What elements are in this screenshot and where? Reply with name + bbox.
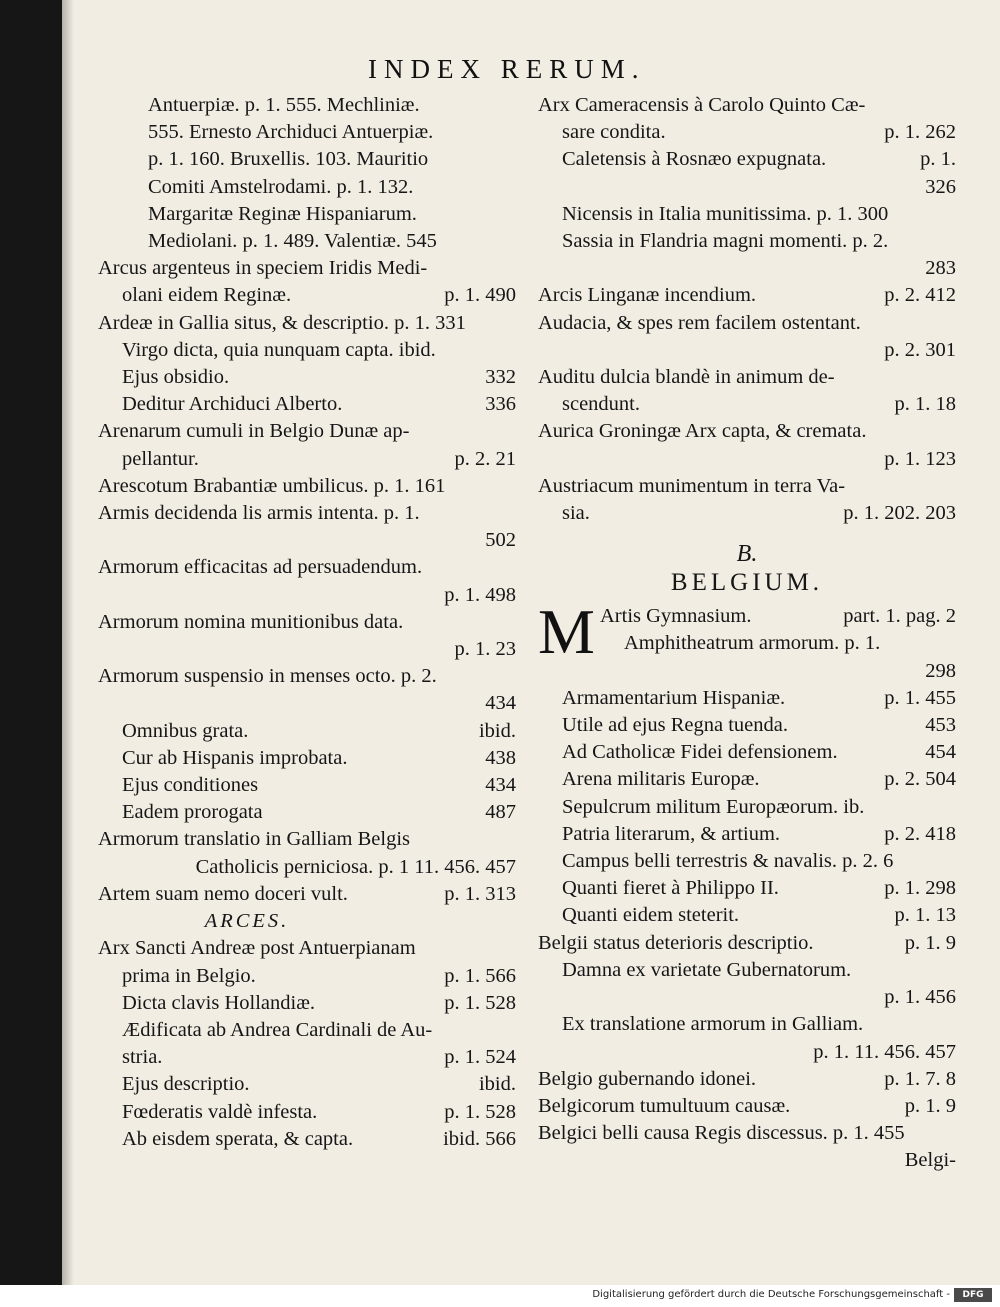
gutter-shadow <box>62 0 74 1285</box>
entry-line: Armorum suspensio in menses octo. p. 2. <box>98 665 437 688</box>
index-entry <box>98 935 516 989</box>
page-header: INDEX RERUM. <box>368 54 646 84</box>
entry-text: olani eidem Reginæ. <box>122 284 292 307</box>
index-entry <box>538 310 956 364</box>
index-entry <box>538 364 956 418</box>
index-subentry <box>98 364 516 391</box>
entry-text: Ejus conditiones <box>122 774 259 797</box>
entry-text: Omnibus grata. <box>122 719 249 742</box>
index-entry <box>98 826 516 880</box>
entry-line: Amphitheatrum armorum. p. 1. <box>624 632 881 655</box>
drop-cap: M <box>538 596 595 668</box>
index-subentry: Campus belli terrestris & navalis. p. 2. 6 <box>562 850 894 873</box>
entry-text: Belgicorum tumultuum causæ. <box>538 1094 791 1117</box>
entry-ref: 336 <box>485 393 516 416</box>
entry-ref: p. 1. 9 <box>904 1094 956 1117</box>
entry-line: Arcus argenteus in speciem Iridis Medi- <box>98 257 428 280</box>
entry-ref: p. 1. 456 <box>884 986 956 1009</box>
entry-line: Arx Sancti Andreæ post Antuerpianam <box>98 937 416 960</box>
index-subentry <box>538 766 956 793</box>
entry-ref: 434 <box>485 774 516 797</box>
entry-text: Fœderatis valdè infesta. <box>122 1100 318 1123</box>
entry-ref: p. 1. 566 <box>444 964 516 987</box>
catchword: Belgi- <box>904 1149 956 1172</box>
index-entry <box>98 554 516 608</box>
index-subentry <box>538 146 956 200</box>
entry-line: Armorum nomina munitionibus data. <box>98 610 404 633</box>
entry-text: Armamentarium Hispaniæ. <box>562 686 786 709</box>
entry-line: Austriacum munimentum in terra Va- <box>538 474 846 497</box>
index-column-right <box>538 92 956 1175</box>
entry-ref: p. 2. 21 <box>454 447 516 470</box>
entry-text: sare condita. <box>562 121 666 144</box>
entry-text: Ejus descriptio. <box>122 1073 250 1096</box>
adjacent-page-edge <box>0 0 62 1285</box>
entry-line: Ex translatione armorum in Galliam. <box>562 1013 864 1036</box>
belgium-entry <box>538 596 956 685</box>
entry-ref: p. 1. 498 <box>444 583 516 606</box>
entry-ref: p. 1. <box>920 148 956 171</box>
entry-line: Armorum efficacitas ad persuadendum. <box>98 556 423 579</box>
index-entry <box>98 881 516 908</box>
index-entry: Belgici belli causa Regis discessus. p. 1. 455 <box>538 1122 905 1145</box>
entry-text: pellantur. <box>122 447 199 470</box>
entry-ref: 438 <box>485 746 516 769</box>
dfg-logo: DFG <box>954 1288 992 1302</box>
entry-ref: 487 <box>485 801 516 824</box>
entry-ref: 502 <box>485 529 516 552</box>
index-entry: Ardeæ in Gallia situs, & descriptio. p. 1. 331 <box>98 311 466 334</box>
entry-ref: 283 <box>925 257 956 280</box>
index-subentry <box>538 712 956 739</box>
entry-line: Armorum translatio in Galliam Belgis <box>98 828 411 851</box>
entry-text: Cur ab Hispanis improbata. <box>122 746 348 769</box>
entry-ref: 434 <box>485 692 516 715</box>
index-entry: Arescotum Brabantiæ umbilicus. p. 1. 161 <box>98 474 446 497</box>
index-entry <box>98 92 516 255</box>
entry-text: Patria literarum, & artium. <box>562 822 781 845</box>
entry-ref: 454 <box>925 741 956 764</box>
index-subentry <box>98 990 516 1017</box>
index-entry <box>98 418 516 472</box>
entry-ref: p. 1. 13 <box>894 904 956 927</box>
section-letter: B. <box>736 541 758 568</box>
entry-ref: p. 1. 202. 203 <box>843 502 956 525</box>
entry-text: Utile ad ejus Regna tuenda. <box>562 714 789 737</box>
entry-text: Dicta clavis Hollandiæ. <box>122 991 315 1014</box>
entry-ref: p. 2. 301 <box>884 338 956 361</box>
index-subentry: Nicensis in Italia munitissima. p. 1. 300 <box>562 202 889 225</box>
entry-ref: p. 1. 18 <box>894 393 956 416</box>
entry-line: Catholicis perniciosa. p. 1 11. 456. 457 <box>195 855 516 878</box>
entry-ref: ibid. 566 <box>443 1127 516 1150</box>
index-subentry <box>98 772 516 799</box>
entry-ref: p. 1. 490 <box>444 284 516 307</box>
entry-text: Arena militaris Europæ. <box>562 768 760 791</box>
entry-ref: p. 1. 528 <box>444 1100 516 1123</box>
entry-ref: 326 <box>925 175 956 198</box>
entry-text: Artis Gymnasium. <box>600 605 752 628</box>
entry-line: Margaritæ Reginæ Hispaniarum. <box>148 202 417 225</box>
index-entry <box>98 663 516 717</box>
entry-text: Ad Catholicæ Fidei defensionem. <box>562 741 838 764</box>
section-subheading: ARCES. <box>204 910 290 933</box>
entry-ref: p. 1. 528 <box>444 991 516 1014</box>
index-subentry: Virgo dicta, quia nunquam capta. ibid. <box>122 338 436 361</box>
index-subentry <box>98 1017 516 1071</box>
entry-line: Antuerpiæ. p. 1. 555. Mechliniæ. <box>148 94 420 116</box>
entry-ref: p. 1. 524 <box>444 1046 516 1069</box>
entry-line: Arx Cameracensis à Carolo Quinto Cæ- <box>538 94 866 116</box>
index-subentry <box>98 391 516 418</box>
index-subentry <box>538 739 956 766</box>
index-subentry <box>98 1099 516 1126</box>
entry-line: p. 1. 160. Bruxellis. 103. Mauritio <box>148 148 429 171</box>
index-entry <box>538 282 956 309</box>
entry-text: Caletensis à Rosnæo expugnata. <box>562 148 827 171</box>
entry-ref: p. 1. 123 <box>884 447 956 470</box>
entry-ref: ibid. <box>478 719 516 742</box>
entry-text: Belgio gubernando idonei. <box>538 1067 757 1090</box>
entry-text: Quanti eidem steterit. <box>562 904 740 927</box>
index-entry <box>98 500 516 554</box>
entry-ref: p. 1. 455 <box>884 686 956 709</box>
index-subentry <box>98 1126 516 1153</box>
entry-line: Arenarum cumuli in Belgio Dunæ ap- <box>98 420 410 443</box>
index-subentry <box>98 745 516 772</box>
entry-text: Ab eisdem sperata, & capta. <box>122 1127 354 1150</box>
entry-line: Sassia in Flandria magni momenti. p. 2. <box>562 230 889 253</box>
index-entry <box>538 473 956 527</box>
entry-ref: 453 <box>925 714 956 737</box>
entry-text: scendunt. <box>562 393 640 416</box>
entry-line: Armis decidenda lis armis intenta. p. 1. <box>98 502 420 525</box>
index-column-left <box>98 92 516 1153</box>
entry-ref: ibid. <box>478 1073 516 1096</box>
entry-ref: p. 2. 504 <box>884 768 956 791</box>
index-subentry <box>538 685 956 712</box>
index-subentry <box>538 875 956 902</box>
funding-notice: Digitalisierung gefördert durch die Deutsche Forschungsgemeinschaft - <box>592 1289 950 1300</box>
index-entry <box>538 930 956 957</box>
entry-text: Belgii status deterioris descriptio. <box>538 931 814 954</box>
entry-ref: p. 1. 23 <box>454 638 516 661</box>
index-entry <box>98 609 516 663</box>
entry-ref: part. 1. pag. 2 <box>843 605 956 628</box>
entry-ref: p. 1. 7. 8 <box>884 1067 956 1090</box>
entry-ref: p. 1. 11. 456. 457 <box>813 1040 956 1063</box>
entry-line: Auditu dulcia blandè in animum de- <box>538 366 835 389</box>
index-subentry <box>538 821 956 848</box>
entry-text: Deditur Archiduci Alberto. <box>122 393 343 416</box>
entry-line: Mediolani. p. 1. 489. Valentiæ. 545 <box>148 230 437 253</box>
entry-line: 555. Ernesto Archiduci Antuerpiæ. <box>148 121 434 144</box>
entry-ref: 332 <box>485 366 516 389</box>
index-subentry <box>98 799 516 826</box>
entry-ref: p. 1. 262 <box>884 121 956 144</box>
index-subentry <box>538 957 956 1011</box>
index-subentry <box>98 1071 516 1098</box>
entry-text: Eadem prorogata <box>122 801 263 824</box>
section-title: BELGIUM. <box>670 569 824 597</box>
entry-ref: p. 1. 313 <box>444 882 516 905</box>
entry-text: Ejus obsidio. <box>122 366 230 389</box>
entry-text: sia. <box>562 502 590 525</box>
index-subentry <box>538 902 956 929</box>
entry-line: Audacia, & spes rem facilem ostentant. <box>538 311 861 334</box>
index-entry <box>538 1066 956 1093</box>
index-subentry <box>98 718 516 745</box>
entry-text: stria. <box>122 1046 163 1069</box>
index-entry <box>538 418 956 472</box>
entry-text: prima in Belgio. <box>122 964 256 987</box>
index-entry <box>98 255 516 309</box>
entry-text: Arcis Linganæ incendium. <box>538 284 757 307</box>
entry-ref: p. 1. 298 <box>884 877 956 900</box>
index-subentry <box>538 228 956 282</box>
index-subentry: Sepulcrum militum Europæorum. ib. <box>562 795 865 818</box>
entry-line: Damna ex varietate Gubernatorum. <box>562 958 852 981</box>
entry-text: Quanti fieret à Philippo II. <box>562 877 779 900</box>
index-entry <box>538 92 956 146</box>
index-subentry <box>538 1011 956 1065</box>
entry-ref: p. 2. 418 <box>884 822 956 845</box>
entry-line: Ædificata ab Andrea Cardinali de Au- <box>122 1018 433 1041</box>
entry-ref: 298 <box>925 659 956 682</box>
entry-ref: p. 1. 9 <box>904 931 956 954</box>
entry-line: Comiti Amstelrodami. p. 1. 132. <box>148 175 414 198</box>
entry-line: Aurica Groningæ Arx capta, & cremata. <box>538 420 867 443</box>
entry-ref: p. 2. 412 <box>884 284 956 307</box>
entry-text: Artem suam nemo doceri vult. <box>98 882 348 905</box>
index-entry <box>538 1093 956 1120</box>
